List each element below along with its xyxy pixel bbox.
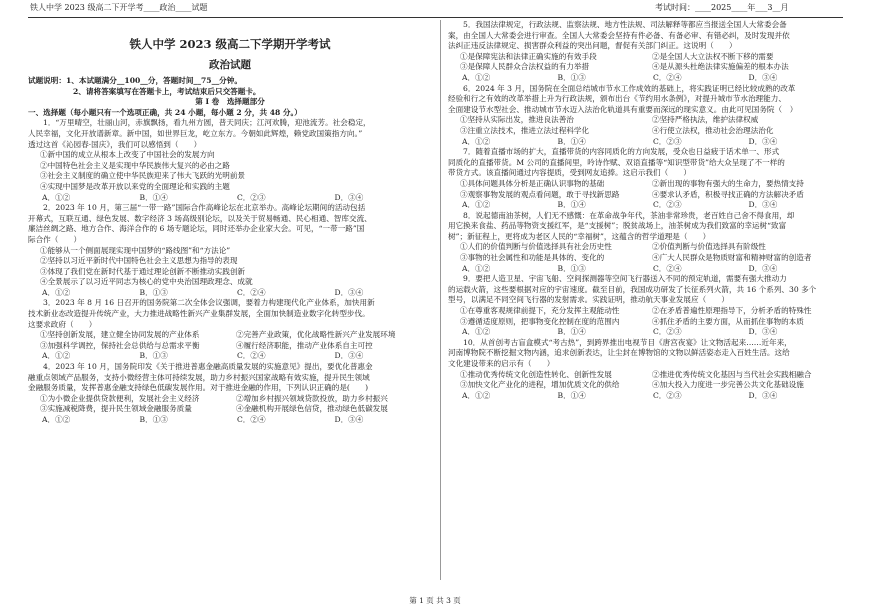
instructions-line-1: 试题说明：1、本试题满分__100__分，答题时间__75__分钟。 <box>28 76 242 85</box>
statement: ②新出现的事物有强大的生命力，要热情支持 <box>652 178 804 188</box>
statements <box>448 179 844 200</box>
statement: ④实现中国梦是改革开放以来党的全面理论和实践的主题 <box>40 181 230 191</box>
question-stem: 9．要把人造卫星、宇宙飞船、空间探测器等空间飞行器送入不同的预定轨道，需要有强大推动力 <box>463 274 787 284</box>
question-3 <box>28 298 432 362</box>
question-stem: 文化建设带来的启示有（ ） <box>448 359 555 368</box>
question-stem: 人民幸福，文化开放谱新章。新中国，如世界巨龙，屹立东方。今朝如此辉煌，赖党政国策指方向。” <box>28 128 363 138</box>
statement: ①具体问题具体分析是正确认识事物的基础 <box>460 178 605 188</box>
statement: ②完善产业政策，优化战略性新兴产业发展环境 <box>236 330 396 340</box>
question-4 <box>28 362 432 426</box>
question-stem: 同质化的直播带货。M 公司的直播间里，吟诗作赋、双语直播等“知识型带货”给大众呈现了不一样的 <box>448 157 785 167</box>
choice-b: B．①④ <box>557 136 586 146</box>
question-stem: 河南博物院不断挖掘文物内涵，追求创新表达，让尘封在博物馆的文物以鲜活姿态走入百姓生活。这给 <box>448 348 790 358</box>
statement: ②价值判断与价值选择具有阶级性 <box>652 242 766 252</box>
choice-d: D．③④ <box>748 72 778 82</box>
statement: ③注重立法技术，推进立法过程科学化 <box>460 125 590 135</box>
statements <box>28 330 432 351</box>
section-heading: 一、选择题（每小题只有一个选项正确，共 24 小题，每小题 2 分，共 48 分。） <box>28 107 302 117</box>
statement: ④抓住矛盾的主要方面，从而抓住事物的本质 <box>652 316 804 326</box>
statement: ③遵循适度原则，把事物变化控制在度的范围内 <box>460 316 620 326</box>
choice-a: A．①② <box>42 287 71 297</box>
left-column <box>28 20 432 426</box>
choice-d: D．③④ <box>748 390 778 400</box>
question-stem: 透过这首《沁园春·国庆》，我们可以感悟到（ ） <box>28 139 202 149</box>
statement: ③事物的社会属性和功能是具体的、变化的 <box>460 253 605 263</box>
choice-a: A．①② <box>42 351 71 361</box>
choice-d: D．③④ <box>334 415 364 424</box>
statement: ①人们的价值判断与价值选择具有社会历史性 <box>460 242 612 252</box>
question-stem: 经验和行之有效的改革举措上升为行政法规，颁布出台《节约用水条例》，对提升城市节水治理能力、 <box>448 94 786 104</box>
choice-b: B．①③ <box>557 72 586 82</box>
question-stem: 带货方式。该直播间通过内容提质，受到网友追捧。这启示我们（ ） <box>448 168 691 178</box>
header-rule <box>28 17 843 18</box>
question-stem: 4．2023 年 10 月，国务院印发《关于推进普惠金融高质量发展的实施意见》提出，要优化普惠金 <box>43 362 373 372</box>
choice-d: D．③④ <box>334 192 364 202</box>
exam-title: 铁人中学 2023 级高二下学期开学考试 <box>129 37 331 51</box>
choice-d: D．③④ <box>748 263 778 273</box>
question-2 <box>28 203 432 298</box>
choice-d: D．③④ <box>334 287 364 297</box>
statement: ④全景展示了以习近平同志为核心的党中央治国理政理念、成就 <box>40 277 253 287</box>
statements <box>448 306 844 327</box>
statement: ③加快文化产业化的进程，增加优质文化的供给 <box>460 380 620 390</box>
statement: ①新中国的成立从根本上改变了中国社会的发展方向 <box>40 150 215 160</box>
statement: ①在尊重客观规律前提下，充分发挥主观能动性 <box>460 306 620 316</box>
choice-c: C．②④ <box>237 415 266 424</box>
statement: ①为小微企业提供贷款便利，发展社会主义经济 <box>40 393 200 403</box>
choice-a: A．①② <box>462 263 491 273</box>
choice-b: B．①④ <box>557 390 586 400</box>
choice-c: C．②③ <box>653 136 682 146</box>
choice-c: C．②④ <box>237 287 266 297</box>
part-heading: 第 I 卷 选择题部分 <box>195 97 265 107</box>
choice-c: C．②④ <box>237 351 266 361</box>
statement: ①推动优秀传统文化创造性转化、创新性发展 <box>460 369 612 379</box>
choice-b: B．①③ <box>139 287 168 297</box>
question-6 <box>448 84 844 148</box>
question-stem: 5．我国法律规定，行政法规、监察法规、地方性法规、司法解释等都应当报送全国人大常委会备 <box>463 20 787 29</box>
question-stem: 案，由全国人大常委会进行审查。全国人大常委会坚持有件必备、有备必审、有错必纠，及时发现并依 <box>448 30 790 40</box>
statement: ③社会主义制度的确立使中华民族迎来了伟大飞跃的光明前景 <box>40 171 246 181</box>
answer-choices <box>448 391 844 402</box>
statement: ①是保障宪法和法律正确实施的有效手段 <box>460 51 597 61</box>
question-stem: 10．从首创考古盲盒模式“考古热”，到跨界推出电视节目《唐宫夜宴》让文物活起来……近年来， <box>463 337 792 347</box>
question-stem: 2．2023 年 10 月，第三届“一带一路”国际合作高峰论坛在北京举办。高峰论坛期间的活动包括 <box>43 203 366 213</box>
statement: ②坚持以习近平新时代中国特色社会主义思想为指导的表现 <box>40 256 238 266</box>
choice-b: B．①④ <box>557 327 586 337</box>
statement: ②在矛盾普遍性原理指导下，分析矛盾的特殊性 <box>652 306 812 316</box>
statement: ④广大人民群众是物质财富和精神财富的创造者 <box>652 253 812 263</box>
instructions-line-2: 2、请将答案填写在答题卡上，考试结束后只交答题卡。 <box>73 86 261 96</box>
question-stem: 全面建设节水型社会、推动城市节水迈入法治化轨道具有重要而深远的现实意义。由此可见国务院（ ） <box>448 104 798 114</box>
question-stem: 7．随着直播市场的扩大，直播带货的内容同质化的方向发展，受众也日益疲于话术单一、形式 <box>463 147 780 157</box>
choice-c: C．②③ <box>653 200 682 210</box>
statement: ④是从源头杜绝法律实施偏差的根本办法 <box>652 62 789 72</box>
question-stem: 6．2024 年 3 月，国务院在全面总结城市节水工作成效的基础上，将实践证明已经比较成熟的改革 <box>463 83 796 93</box>
answer-choices <box>448 200 844 211</box>
choice-c: C．②③ <box>653 327 682 337</box>
question-stem: 廉洁丝绸之路、地方合作、海洋合作的 6 场专题论坛，同时还举办企业家大会。可见，“一带一路”国 <box>28 224 365 234</box>
statement: ④要求认矛盾，积极寻找正确的方法解决矛盾 <box>652 189 804 199</box>
statements <box>448 115 844 136</box>
question-stem: 融重点领域产品服务，支持小微经营主体可持续发展，助力乡村振兴国家战略有效实施，提升民生领域 <box>28 372 370 382</box>
answer-choices <box>448 73 844 84</box>
statement: ④行使立法权，推动社会治理法治化 <box>652 125 774 135</box>
question-stem: 8．说起德南油茶树，人们无不感慨：在革命战争年代，茶油非常珍贵，老百姓自己舍不得食用，却 <box>463 210 795 220</box>
question-7 <box>448 147 844 211</box>
column-divider <box>440 20 441 580</box>
answer-choices <box>28 415 432 426</box>
question-stem: 这要求政府（ ） <box>28 319 97 329</box>
choice-b: B．①③ <box>139 415 168 424</box>
question-stem: 的运载火箭，这些要根据对应的宇宙速度。截至目前，我国成功研发了长征系列火箭，共 16 个系列、30 多个 <box>448 284 817 294</box>
statements <box>448 370 844 391</box>
page-number: 第 1 页 共 3 页 <box>409 596 461 605</box>
question-stem: 1．“万里晴空，壮丽山河，赤旗飘扬，看九州方圆，普天同庆；江河欢腾，迎池流芳。社会稳定， <box>43 118 371 128</box>
choice-b: B．①④ <box>557 200 586 210</box>
statement: ①坚持从实际出发，推进良法善治 <box>460 115 574 125</box>
question-stem: 3．2023 年 8 月 16 日召开的国务院第二次全体会议强调，要着力构建现代化产业体系，加快用新 <box>43 298 375 308</box>
statement: ①坚持创新发展，建立健全协同发展的产业体系 <box>40 330 200 340</box>
choice-c: C．②③ <box>653 390 682 400</box>
question-stem: 金融服务质量，发挥普惠金融支持绿色低碳发展作用。对于推进金融的作用，下列认识正确的是( ) <box>28 383 369 393</box>
question-8 <box>448 211 844 275</box>
statements <box>28 394 432 415</box>
statement: ②推进优秀传统文化基因与当代社会实践相融合 <box>652 369 812 379</box>
choice-a: A．①② <box>42 415 71 424</box>
question-1 <box>28 118 432 203</box>
exam-subtitle: 政治试题 <box>209 59 251 71</box>
statement: ③实施减税降费，提升民生领域金融服务质量 <box>40 404 192 414</box>
question-10 <box>448 338 844 402</box>
choice-c: C．②④ <box>653 72 682 82</box>
statement: ③观察事物发展的观点看问题，敢于寻找新思路 <box>460 189 620 199</box>
statement: ④金融机构开展绿色信贷，推动绿色低碳发展 <box>236 404 388 414</box>
question-5 <box>448 20 844 84</box>
statement: ②增加乡村振兴领域贷款投放，助力乡村振兴 <box>236 393 388 403</box>
statements <box>448 52 844 73</box>
choice-d: D．③④ <box>334 351 364 361</box>
question-stem: 法纠正违反法律规定、损害群众利益的突出问题，督促有关部门纠正。这说明（ ） <box>448 41 737 51</box>
question-9 <box>448 274 844 338</box>
statement: ②是全国人大立法权不断下移的需要 <box>652 51 774 61</box>
choice-a: A．①② <box>462 390 491 400</box>
answer-choices <box>448 327 844 338</box>
statement: ③体现了我们党在新时代基于通过理论创新不断推动实践创新 <box>40 266 246 276</box>
choice-a: A．①② <box>462 136 491 146</box>
statement: ③加强科学调控，保持社会总供给与总需求平衡 <box>40 340 200 350</box>
question-stem: 技术新业态改造提升传统产业，大力推进战略性新兴产业集群发展，全面加快制造业数字化转型步伐。 <box>28 309 370 319</box>
choice-b: B．①④ <box>139 192 168 202</box>
header-right: 考试时间：____2025____年___3__月 <box>655 3 789 12</box>
question-stem: 际合作（ ） <box>28 234 82 244</box>
statement: ①能够从一个侧面展现实现中国梦的“路线图”和“方法论” <box>40 245 231 255</box>
statement: ②中国特色社会主义是实现中华民族伟大复兴的必由之路 <box>40 160 230 170</box>
choice-d: D．③④ <box>748 200 778 210</box>
question-stem: 树”；新征程上，更将成为老区人民的“幸福树”，这蕴含的哲学道理是（ ） <box>448 231 711 241</box>
choice-a: A．①② <box>462 200 491 210</box>
choice-b: B．①③ <box>557 263 586 273</box>
answer-choices <box>28 351 432 362</box>
answer-choices <box>28 193 432 204</box>
answer-choices <box>448 264 844 275</box>
statement: ③是保障人民群众合法权益的有力举措 <box>460 62 590 72</box>
question-stem: 型号，以满足不同空间飞行器的发射需求。实践证明，推动航天事业发展应（ ） <box>448 295 729 305</box>
choice-c: C．②③ <box>237 192 266 202</box>
statements <box>448 242 844 263</box>
choice-d: D．③④ <box>748 327 778 337</box>
answer-choices <box>28 288 432 299</box>
question-stem: 用它换来食盐、药品等物资支援红军，是“支援树”；脱贫战场上，油茶树成为我们致富的幸运树“致富 <box>448 221 787 231</box>
choice-a: A．①② <box>42 192 71 202</box>
choice-d: D．③④ <box>748 136 778 146</box>
answer-choices <box>448 137 844 148</box>
choice-a: A．①② <box>462 72 491 82</box>
choice-a: A．①② <box>462 327 491 337</box>
question-stem: 开幕式，互联互通、绿色发展、数字经济 3 场高级别论坛，以及关于贸易畅通、民心相通、智库交流、 <box>28 213 372 223</box>
right-column <box>448 20 844 401</box>
statement: ④加大投入力度进一步完善公共文化基础设施 <box>652 380 804 390</box>
statement: ④履行经济职能，推动产业体系自主可控 <box>236 340 373 350</box>
choice-b: B．①③ <box>139 351 168 361</box>
choice-c: C．②④ <box>653 263 682 273</box>
header-left: 铁人中学 2023 级高二下开学考____政治____试题 <box>30 3 208 12</box>
statement: ②坚持严格执法，维护法律权威 <box>652 115 759 125</box>
